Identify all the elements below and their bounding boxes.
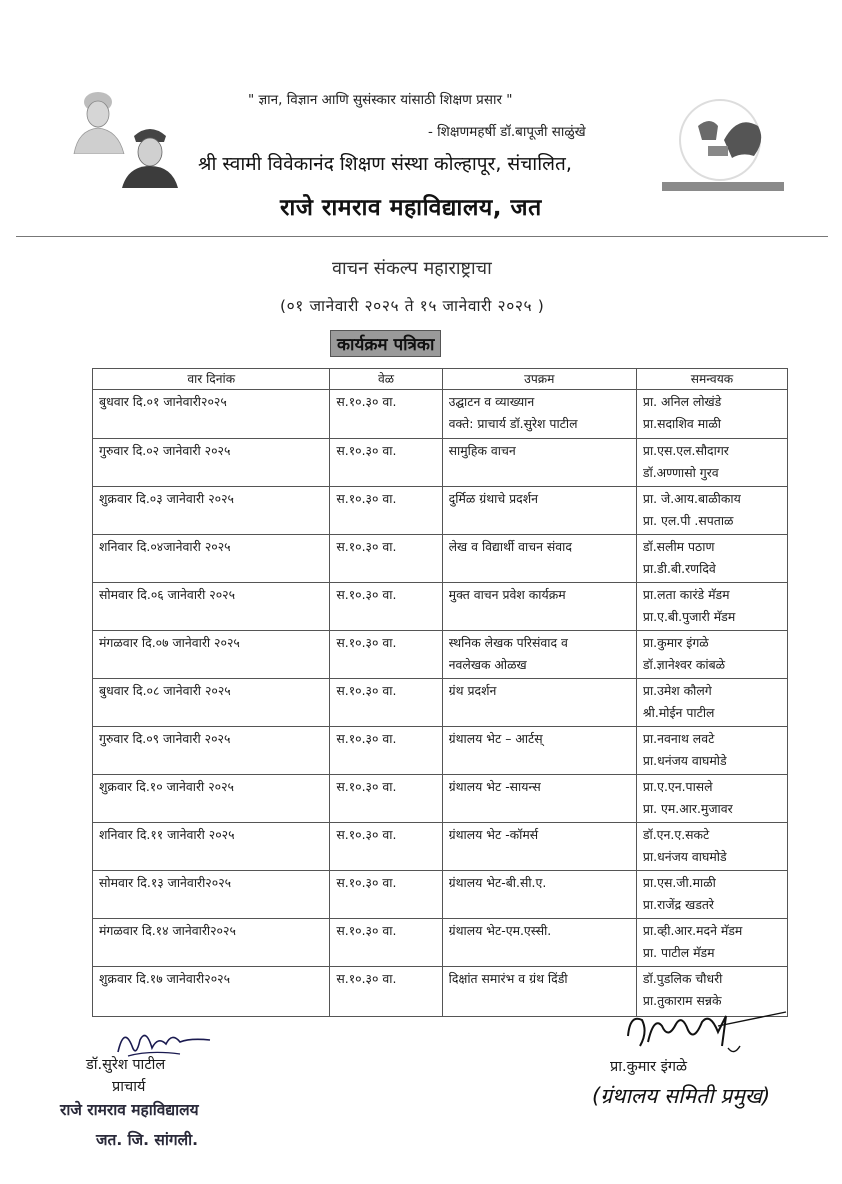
day-text: बुधवार दि.०८ जानेवारी २०२५: [99, 683, 231, 698]
day-cell: [93, 727, 330, 775]
coordinator-text: प्रा.ए.बी.पुजारी मॅडम: [642, 609, 736, 624]
activity-text: ग्रंथालय भेट-एम.एस्सी.: [448, 923, 552, 938]
time-cell: [330, 727, 442, 775]
coordinator-text: प्रा.उमेश कौलगे: [642, 683, 712, 698]
coordinator-text: प्रा. एल.पी .सपताळ: [642, 513, 734, 528]
table-row: [93, 439, 788, 487]
schedule-heading: कार्यक्रम पत्रिका: [330, 330, 441, 357]
time-cell: [330, 487, 442, 535]
principal-name: डॉ.सुरेश पाटील: [86, 1057, 166, 1073]
time-text: स.१०.३० वा.: [336, 731, 397, 746]
coordinator-text: प्रा.एस.जी.माळी: [642, 875, 716, 890]
day-cell: [93, 631, 330, 679]
college-name: राजे रामराव महाविद्यालय, जत: [280, 195, 542, 221]
time-cell: [330, 439, 442, 487]
table-row: [93, 823, 788, 871]
table-row: [93, 390, 788, 439]
coordinator-text: प्रा.सदाशिव माळी: [642, 416, 721, 431]
day-text: शुक्रवार दि.१७ जानेवारी२०२५: [99, 971, 231, 986]
day-text: शुक्रवार दि.०३ जानेवारी २०२५: [99, 491, 234, 506]
time-text: स.१०.३० वा.: [336, 635, 397, 650]
coordinator-text: प्रा. एम.आर.मुजावर: [642, 801, 733, 816]
coordinator-cell: [636, 823, 787, 871]
day-text: शनिवार दि.०४जानेवारी २०२५: [99, 539, 231, 554]
coordinator-text: डॉ.अण्णासो गुरव: [642, 465, 719, 480]
institution-motto: " ज्ञान, विज्ञान आणि सुसंस्कार यांसाठी शिक्षण प्रसार ": [248, 92, 513, 108]
time-cell: [330, 967, 442, 1017]
coordinator-text: डॉ.एन.ए.सकटे: [642, 827, 710, 842]
coordinator-text: डॉ.ज्ञानेश्वर कांबळे: [642, 657, 726, 672]
coordinator-text: प्रा.डी.बी.रणदिवे: [642, 561, 716, 576]
activity-text: ग्रंथ प्रदर्शन: [448, 683, 497, 698]
time-cell: [330, 871, 442, 919]
day-text: बुधवार दि.०१ जानेवारी२०२५: [99, 394, 227, 409]
committee-head-name: प्रा.कुमार इंगळे: [610, 1059, 688, 1075]
time-cell: [330, 390, 442, 439]
day-text: शनिवार दि.११ जानेवारी २०२५: [99, 827, 235, 842]
activity-text: दिक्षांत समारंभ व ग्रंथ दिंडी: [448, 971, 568, 986]
coordinator-cell: [636, 487, 787, 535]
activity-cell: [442, 823, 636, 871]
coordinator-text: डॉ.सलीम पठाण: [642, 539, 715, 554]
program-title: वाचन संकल्प महाराष्ट्राचा: [332, 258, 492, 279]
table-header-row: [93, 369, 788, 390]
time-cell: [330, 919, 442, 967]
day-cell: [93, 871, 330, 919]
coordinator-text: प्रा.लता कारंडे मॅडम: [642, 587, 730, 602]
motto-attribution: - शिक्षणमहर्षी डॉ.बापूजी साळुंखे: [428, 124, 586, 140]
time-text: स.१०.३० वा.: [336, 587, 397, 602]
table-row: [93, 487, 788, 535]
sanstha-name: श्री स्वामी विवेकानंद शिक्षण संस्था कोल्हापूर, संचालित,: [198, 153, 572, 175]
principal-title: प्राचार्य: [112, 1079, 146, 1095]
time-cell: [330, 679, 442, 727]
activity-text: उद्घाटन व व्याख्यान: [448, 394, 535, 409]
coordinator-text: प्रा.कुमार इंगळे: [642, 635, 709, 650]
activity-text: लेख व विद्यार्थी वाचन संवाद: [448, 539, 572, 554]
activity-text: ग्रंथालय भेट -कॉमर्स: [448, 827, 539, 842]
coordinator-text: प्रा.राजेंद्र खडतरे: [642, 897, 714, 912]
table-row: [93, 535, 788, 583]
table-row: [93, 775, 788, 823]
coordinator-text: डॉ.पुडलिक चौधरी: [642, 971, 723, 986]
activity-cell: [442, 631, 636, 679]
table-row: [93, 919, 788, 967]
day-cell: [93, 919, 330, 967]
coordinator-cell: [636, 439, 787, 487]
coordinator-text: प्रा.तुकाराम सन्नके: [642, 993, 722, 1008]
program-dates: (०१ जानेवारी २०२५ ते १५ जानेवारी २०२५ ): [280, 297, 545, 315]
coordinator-cell: [636, 679, 787, 727]
activity-text: ग्रंथालय भेट -सायन्स: [448, 779, 541, 794]
time-text: स.१०.३० वा.: [336, 394, 397, 409]
activity-text: वक्ते: प्राचार्य डॉ.सुरेश पाटील: [448, 416, 578, 431]
header-day-date: वार दिनांक: [93, 369, 330, 390]
activity-cell: [442, 775, 636, 823]
coordinator-text: प्रा.व्ही.आर.मदने मॅडम: [642, 923, 743, 938]
activity-text: सामुहिक वाचन: [448, 443, 516, 458]
activity-text: ग्रंथालय भेट – आर्टस्: [448, 731, 543, 746]
committee-head-signature: [618, 1006, 788, 1062]
coordinator-cell: [636, 871, 787, 919]
day-text: शुक्रवार दि.१० जानेवारी २०२५: [99, 779, 234, 794]
activity-cell: [442, 727, 636, 775]
header-coordinator: समन्वयक: [636, 369, 787, 390]
coordinator-text: प्रा. अनिल लोखंडे: [642, 394, 722, 409]
time-cell: [330, 583, 442, 631]
stamp-college-name: राजे रामराव महाविद्यालय: [60, 1101, 199, 1119]
day-cell: [93, 439, 330, 487]
time-text: स.१०.३० वा.: [336, 683, 397, 698]
day-cell: [93, 583, 330, 631]
day-cell: [93, 390, 330, 439]
activity-cell: [442, 390, 636, 439]
coordinator-text: प्रा.धनंजय वाघमोडे: [642, 753, 727, 768]
header-time: वेळ: [330, 369, 442, 390]
day-cell: [93, 679, 330, 727]
day-cell: [93, 823, 330, 871]
time-text: स.१०.३० वा.: [336, 875, 397, 890]
time-cell: [330, 823, 442, 871]
coordinator-text: प्रा.एस.एल.सौदागर: [642, 443, 729, 458]
coordinator-cell: [636, 535, 787, 583]
table-row: [93, 727, 788, 775]
schedule-body: [93, 390, 788, 1017]
coordinator-text: प्रा.नवनाथ लवटे: [642, 731, 715, 746]
table-row: [93, 871, 788, 919]
time-text: स.१०.३० वा.: [336, 539, 397, 554]
table-row: [93, 583, 788, 631]
coordinator-text: प्रा. पाटील मॅडम: [642, 945, 715, 960]
day-cell: [93, 775, 330, 823]
day-text: गुरुवार दि.०२ जानेवारी २०२५: [99, 443, 231, 458]
coordinator-cell: [636, 727, 787, 775]
coordinator-text: श्री.मोईन पाटील: [642, 705, 715, 720]
coordinator-cell: [636, 390, 787, 439]
time-text: स.१०.३० वा.: [336, 923, 397, 938]
activity-text: ग्रंथालय भेट-बी.सी.ए.: [448, 875, 547, 890]
day-cell: [93, 967, 330, 1017]
table-row: [93, 679, 788, 727]
day-text: गुरुवार दि.०९ जानेवारी २०२५: [99, 731, 231, 746]
time-text: स.१०.३० वा.: [336, 827, 397, 842]
activity-cell: [442, 535, 636, 583]
activity-cell: [442, 487, 636, 535]
coordinator-cell: [636, 631, 787, 679]
time-cell: [330, 631, 442, 679]
coordinator-text: प्रा. जे.आय.बाळीकाय: [642, 491, 741, 506]
time-text: स.१०.३० वा.: [336, 971, 397, 986]
activity-cell: [442, 871, 636, 919]
time-text: स.१०.३० वा.: [336, 491, 397, 506]
committee-head-title: (ग्रंथालय समिती प्रमुख): [592, 1084, 771, 1108]
stamp-place: जत. जि. सांगली.: [96, 1131, 199, 1149]
coordinator-text: प्रा.ए.एन.पासले: [642, 779, 713, 794]
coordinator-cell: [636, 583, 787, 631]
activity-cell: [442, 919, 636, 967]
day-cell: [93, 487, 330, 535]
activity-cell: [442, 439, 636, 487]
day-cell: [93, 535, 330, 583]
activity-cell: [442, 967, 636, 1017]
coordinator-cell: [636, 775, 787, 823]
schedule-table: [92, 368, 788, 1017]
time-text: स.१०.३० वा.: [336, 443, 397, 458]
portrait-bapuji-salunkhe-image: [118, 120, 182, 188]
day-text: मंगळवार दि.१४ जानेवारी२०२५: [99, 923, 236, 938]
coordinator-cell: [636, 919, 787, 967]
activity-cell: [442, 679, 636, 727]
day-text: मंगळवार दि.०७ जानेवारी २०२५: [99, 635, 240, 650]
activity-text: मुक्त वाचन प्रवेश कार्यक्रम: [448, 587, 566, 602]
table-row: [93, 631, 788, 679]
activity-cell: [442, 583, 636, 631]
activity-text: दुर्मिळ ग्रंथाचे प्रदर्शन: [448, 491, 539, 506]
time-cell: [330, 775, 442, 823]
activity-text: नवलेखक ओळख: [448, 657, 527, 672]
time-cell: [330, 535, 442, 583]
header-activity: उपक्रम: [442, 369, 636, 390]
activity-text: स्थनिक लेखक परिसंवाद व: [448, 635, 568, 650]
coordinator-text: प्रा.धनंजय वाघमोडे: [642, 849, 727, 864]
day-text: सोमवार दि.१३ जानेवारी२०२५: [99, 875, 232, 890]
time-text: स.१०.३० वा.: [336, 779, 397, 794]
header-divider: [16, 236, 828, 237]
day-text: सोमवार दि.०६ जानेवारी २०२५: [99, 587, 236, 602]
college-emblem-logo: [658, 96, 788, 196]
